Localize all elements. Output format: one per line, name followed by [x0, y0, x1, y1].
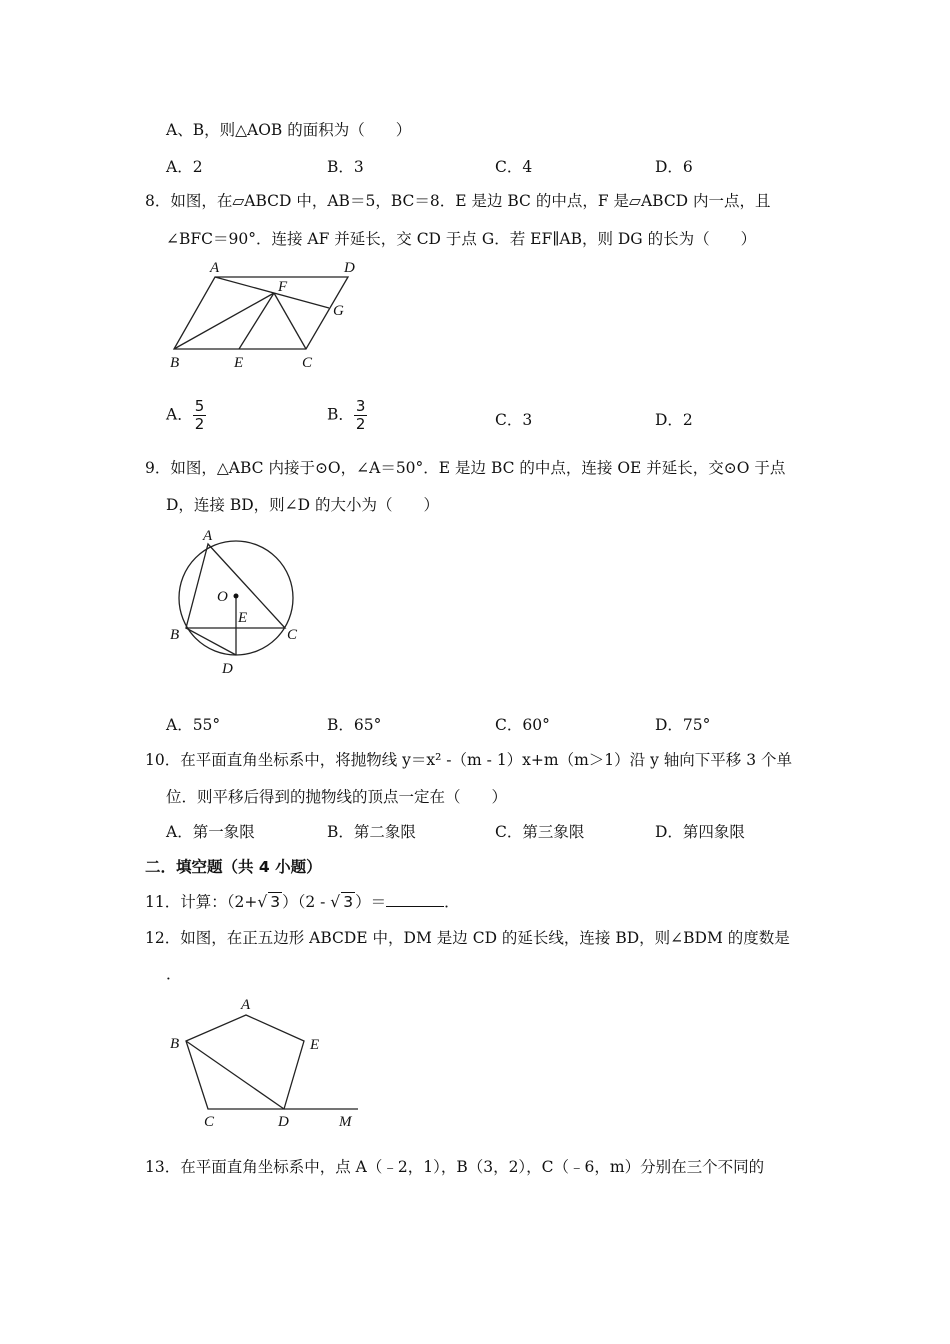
q9-option-d: D．75° — [655, 716, 711, 734]
q10-line2: 位．则平移后得到的抛物线的顶点一定在（ ） — [166, 788, 508, 806]
q8-option-a-denominator: 2 — [194, 415, 205, 433]
q12-label-m: M — [339, 1114, 352, 1130]
q12-line1: 12．如图，在正五边形 ABCDE 中，DM 是边 CD 的延长线，连接 BD，则∠BDM 的度数是 — [145, 929, 790, 947]
q8-line2: ∠BFC＝90°．连接 AF 并延长，交 CD 于点 G．若 EF∥AB，则 DG 的长为（ ） — [166, 230, 757, 248]
q8-option-b-label: B． — [327, 405, 354, 424]
q8-option-b-numerator: 3 — [355, 397, 366, 415]
q11-end: ． — [444, 893, 460, 911]
q8-label-f: F — [278, 279, 288, 295]
radical-icon: √ — [330, 893, 341, 911]
q12-label-c: C — [204, 1114, 215, 1130]
q12-pentagon-figure — [160, 992, 370, 1132]
q10-option-d: D．第四象限 — [655, 823, 745, 841]
q8-line1: 8．如图，在▱ABCD 中，AB＝5，BC＝8．E 是边 BC 的中点，F 是▱ABCD 内一点，且 — [145, 192, 771, 210]
q12-label-b: B — [170, 1036, 180, 1052]
q7-option-b: B．3 — [327, 158, 364, 176]
q8-label-c: C — [302, 355, 313, 371]
q13-line1: 13．在平面直角坐标系中，点 A（﹣2，1），B（3，2），C（﹣6，m）分别在三个不同的 — [145, 1158, 765, 1176]
q8-label-d: D — [344, 260, 355, 276]
q9-label-e: E — [238, 610, 248, 626]
q8-option-b-fraction — [354, 398, 368, 433]
q7-option-a: A．2 — [166, 158, 203, 176]
q9-option-b: B．65° — [327, 716, 382, 734]
q10-option-c: C．第三象限 — [495, 823, 585, 841]
q8-label-g: G — [333, 303, 344, 319]
q8-option-a-fraction — [193, 398, 207, 433]
radical-icon: √ — [257, 893, 268, 911]
q11-line — [145, 890, 460, 912]
q11-radicand-2: 3 — [343, 893, 354, 911]
q9-label-b: B — [170, 627, 180, 643]
q11-equals: ）＝ — [355, 893, 387, 911]
q8-option-a — [166, 398, 206, 433]
q7-option-c: C．4 — [495, 158, 533, 176]
q9-line2: D，连接 BD，则∠D 的大小为（ ） — [166, 496, 440, 514]
q9-label-d: D — [222, 661, 233, 677]
q9-label-a: A — [203, 528, 213, 544]
q12-label-d: D — [278, 1114, 289, 1130]
q8-label-e: E — [234, 355, 244, 371]
q8-option-b — [327, 398, 367, 433]
q8-option-c: C．3 — [495, 411, 533, 429]
q7-option-d: D．6 — [655, 158, 693, 176]
q11-prefix: 11．计算：（2+ — [145, 893, 258, 911]
q9-line1: 9．如图，△ABC 内接于⊙O，∠A＝50°．E 是边 BC 的中点，连接 OE 并延长，交⊙O 于点 — [145, 459, 786, 477]
section-2-title: 二．填空题（共 4 小题） — [145, 858, 322, 876]
q12-line2: ． — [166, 965, 182, 983]
q12-label-e: E — [310, 1037, 320, 1053]
q12-label-a: A — [241, 997, 251, 1013]
q10-option-a: A．第一象限 — [166, 823, 255, 841]
q10-line1: 10．在平面直角坐标系中，将抛物线 y＝x² -（m - 1）x+m（m＞1）沿 y 轴向下平移 3 个单 — [145, 751, 792, 769]
q8-label-b: B — [170, 355, 180, 371]
q11-answer-blank — [386, 894, 444, 907]
q9-label-o: O — [217, 589, 228, 605]
q8-label-a: A — [210, 260, 220, 276]
q7-stem-tail: A、B，则△AOB 的面积为（ ） — [166, 121, 412, 139]
q10-option-b: B．第二象限 — [327, 823, 416, 841]
q8-parallelogram-figure — [160, 255, 370, 375]
q9-option-a: A．55° — [166, 716, 221, 734]
q8-option-b-denominator: 2 — [355, 415, 366, 433]
q9-label-c: C — [287, 627, 298, 643]
q8-option-a-label: A． — [166, 405, 193, 424]
q11-radicand-1: 3 — [270, 893, 281, 911]
q9-circle-figure — [160, 522, 310, 682]
q9-option-c: C．60° — [495, 716, 550, 734]
q11-middle: ）（2 - — [282, 893, 331, 911]
q8-option-a-numerator: 5 — [194, 397, 205, 415]
q8-option-d: D．2 — [655, 411, 693, 429]
